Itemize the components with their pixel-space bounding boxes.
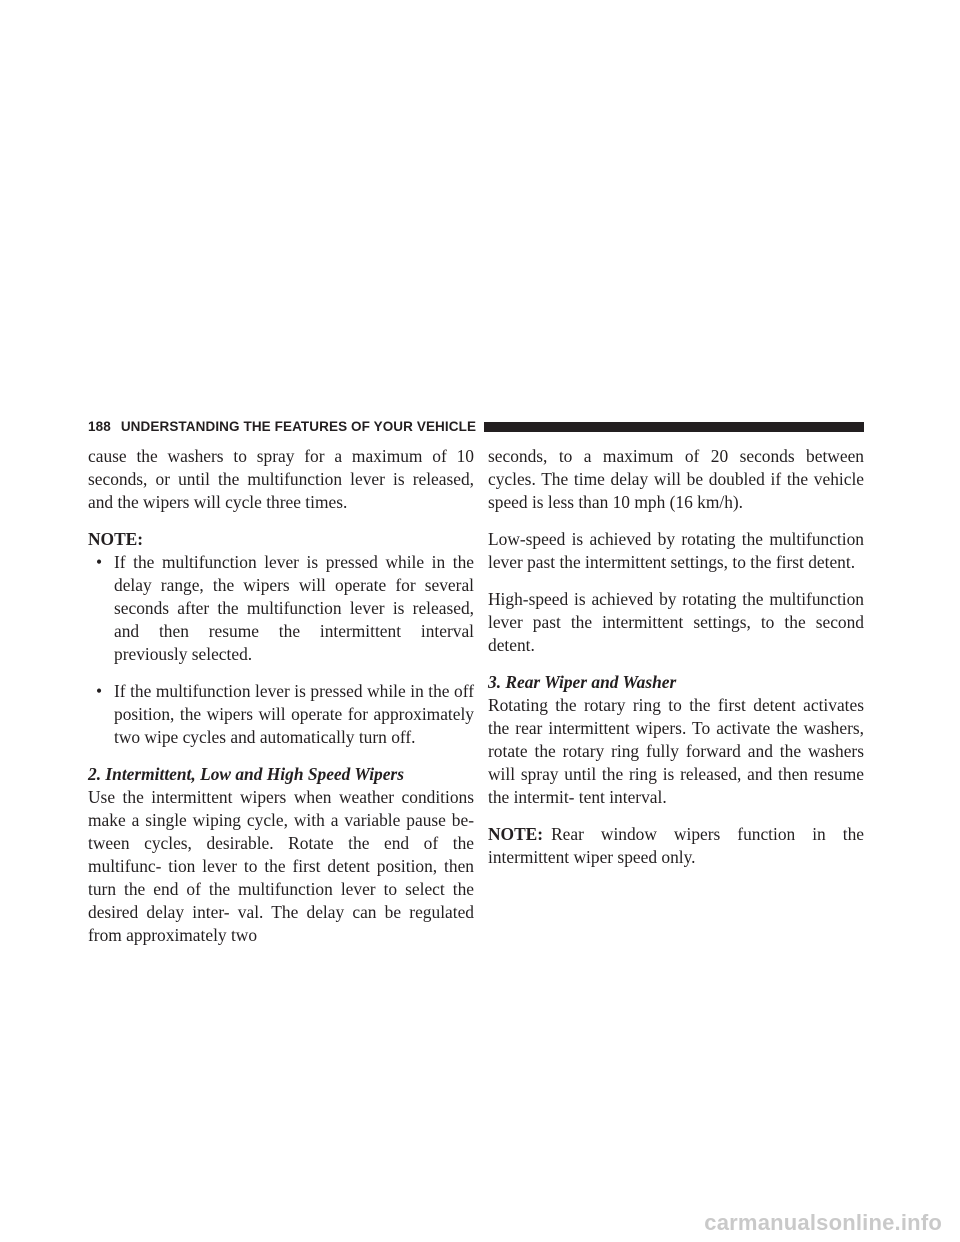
bullet-icon: • — [96, 681, 103, 701]
bullet-text: If the multifunction lever is pressed while in the off position, the wipers will operate for approximately two wipe cycles and automatically turn off. — [114, 681, 474, 747]
watermark: carmanualsonline.info — [704, 1210, 942, 1235]
continued-paragraph: seconds, to a maximum of 20 seconds between cycles. The time delay will be doubled if the vehicle speed is less than 10 mph (16 km/h). — [488, 446, 864, 512]
page-header — [88, 416, 864, 438]
left-column — [88, 445, 474, 961]
note-paragraph — [488, 823, 864, 869]
intro-paragraph: cause the washers to spray for a maximum of 10 seconds, or until the multifunction lever is released, and the wipers will cycle three times. — [88, 446, 474, 512]
note-label: NOTE: — [88, 529, 144, 549]
high-speed-paragraph: High-speed is achieved by rotating the multifunction lever past the intermittent settings, to the second detent. — [488, 589, 864, 655]
header-rule — [484, 422, 864, 432]
note-text: Rear window wipers function in the intermittent wiper speed only. — [488, 824, 864, 867]
bullet-text: If the multifunction lever is pressed while in the delay range, the wipers will operate for several seconds after the multifunction lever is released, and then resume the intermittent interval previously selected. — [114, 552, 474, 664]
section-heading: 3. Rear Wiper and Washer — [488, 672, 677, 692]
section-paragraph: Use the intermittent wipers when weather conditions make a single wiping cycle, with a variable pause be- tween cycles, desirable. Rotate the end of the multifunc- tion lever to the first detent position, then turn the end of the multifunction lever to select the desired delay inter- val. The delay can be regulated from approximately two — [88, 787, 474, 945]
right-column — [488, 445, 864, 883]
list-item — [88, 551, 474, 666]
page-number: 188 — [88, 419, 111, 434]
bullet-icon: • — [96, 552, 103, 572]
section-title: UNDERSTANDING THE FEATURES OF YOUR VEHICLE — [120, 419, 477, 434]
list-item — [88, 680, 474, 749]
low-speed-paragraph: Low-speed is achieved by rotating the multifunction lever past the intermittent settings, to the first detent. — [488, 529, 864, 572]
section-heading: 2. Intermittent, Low and High Speed Wipers — [88, 764, 404, 784]
note-label: NOTE: — [488, 824, 544, 844]
note-bullet-list — [88, 551, 474, 749]
section-paragraph: Rotating the rotary ring to the first detent activates the rear intermittent wipers. To activate the washers, rotate the rotary ring fully forward and the washers will spray until the ring is released, and then resume the intermit- tent interval. — [488, 695, 864, 807]
